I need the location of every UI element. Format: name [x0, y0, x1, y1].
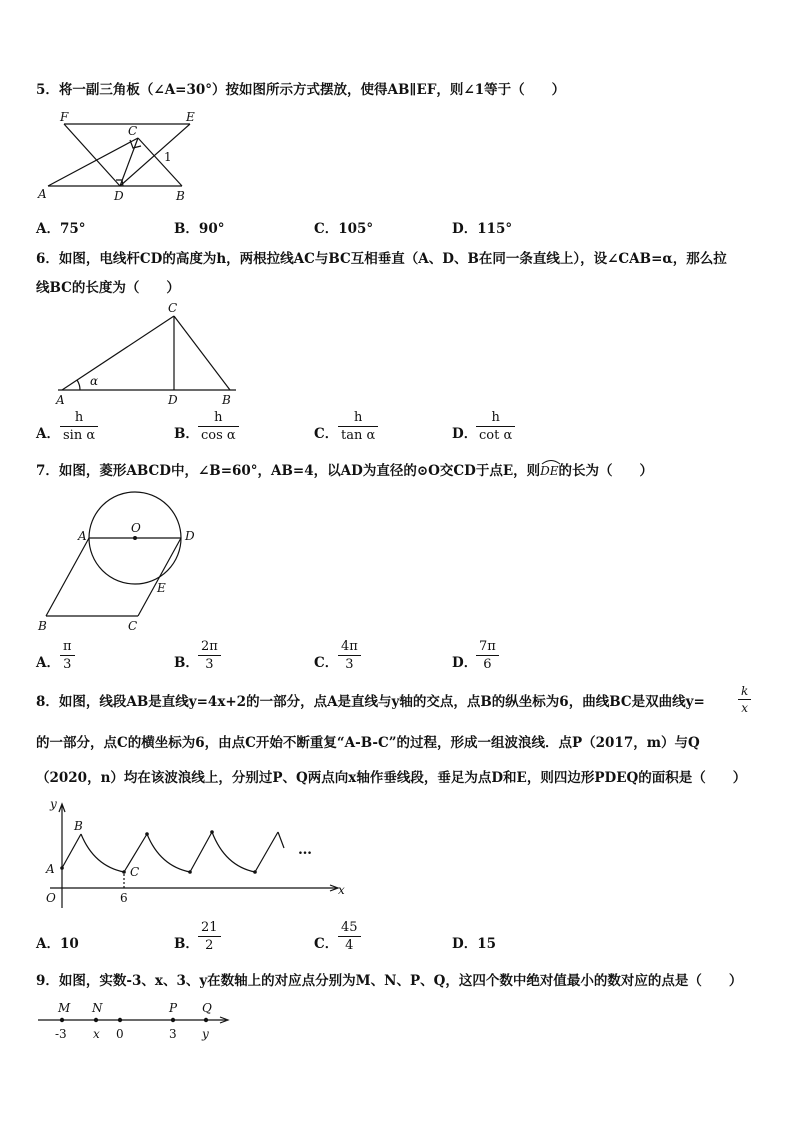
q8-label-B: B — [74, 819, 83, 833]
q8-option-b-letter: B． — [174, 936, 199, 952]
q5-figure — [34, 108, 214, 202]
q8-label-y: y — [50, 797, 57, 811]
q9-label-N: N — [92, 1001, 103, 1015]
q9-number-line — [36, 996, 236, 1044]
q8-figure — [36, 796, 356, 914]
q8-stem-line3: （2020，n）均在该波浪线上，分别过P、Q两点向x轴作垂线段，垂足为点D和E，则四边形PDEQ的面积是（ ） — [36, 770, 747, 786]
q8-label-6: 6 — [120, 891, 128, 905]
q8-option-d: D．15 — [452, 936, 497, 952]
q7-option-b-letter: B． — [174, 655, 199, 671]
q8-option-c-letter: C． — [314, 936, 339, 952]
q7-label-A: A — [78, 529, 87, 543]
q7-label-D: D — [185, 529, 195, 543]
arc-icon — [540, 459, 562, 465]
q8-stem-line1: 8．如图，线段AB是直线y=4x+2的一部分，点A是直线与y轴的交点，点B的纵坐标为6，曲线BC是双曲线y= — [36, 694, 705, 710]
q6-option-b-letter: B． — [174, 426, 199, 442]
q8-label-dots: … — [298, 842, 312, 858]
q7-option-a-fraction: π 3 — [60, 639, 75, 672]
q5-label-1: 1 — [164, 150, 172, 164]
q6-option-a-letter: A． — [36, 426, 60, 442]
q8-option-b-fraction: 21 2 — [198, 920, 221, 953]
q5-stem: 5．将一副三角板（∠A=30°）按如图所示方式摆放，使得AB∥EF，则∠1等于（ ） — [36, 82, 566, 98]
q5-label-C: C — [128, 124, 138, 138]
q7-option-d-letter: D． — [452, 655, 478, 671]
q5-option-c: C．105° — [314, 221, 374, 237]
q9-label-3: 3 — [169, 1027, 177, 1041]
q8-label-x: x — [338, 883, 345, 897]
q6-option-d-letter: D． — [452, 426, 478, 442]
q6-label-alpha: α — [90, 374, 99, 388]
q6-option-a-fraction: h sin α — [60, 410, 98, 443]
q9-label-M: M — [58, 1001, 71, 1015]
q5-label-F: F — [60, 110, 69, 124]
q7-option-a-letter: A． — [36, 655, 60, 671]
q5-label-D: D — [114, 189, 124, 202]
q6-label-A: A — [56, 393, 65, 407]
q6-label-D: D — [168, 393, 178, 407]
q9-label-minus3: -3 — [55, 1027, 67, 1041]
q6-label-B: B — [222, 393, 231, 407]
q6-option-c-fraction: h tan α — [338, 410, 378, 443]
q8-stem-fraction: k x — [738, 684, 751, 715]
q9-stem: 9．如图，实数-3、x、3、y在数轴上的对应点分别为M、N、P、Q，这四个数中绝对值最小的数对应的点是（ ） — [36, 973, 743, 989]
q9-label-x: x — [93, 1027, 100, 1041]
q5-label-A: A — [38, 187, 47, 201]
q5-option-b: B．90° — [174, 221, 225, 237]
q7-option-d-fraction: 7π 6 — [476, 639, 499, 672]
q9-label-Q: Q — [202, 1001, 212, 1015]
q8-label-O: O — [46, 891, 56, 905]
q7-figure — [34, 488, 214, 638]
q8-label-A: A — [46, 862, 55, 876]
q7-arc-de: DE — [540, 461, 558, 481]
q6-stem-line1: 6．如图，电线杆CD的高度为h，两根拉线AC与BC互相垂直（A、D、B在同一条直线上），设∠CAB=α，那么拉 — [36, 251, 727, 267]
q8-stem-line2: 的一部分，点C的横坐标为6，由点C开始不断重复“A-B-C”的过程，形成一组波浪线．点P（2017，m）与Q — [36, 735, 700, 751]
q7-option-c-letter: C． — [314, 655, 339, 671]
q5-option-a: A．75° — [36, 221, 86, 237]
q7-label-C: C — [128, 619, 138, 633]
q6-option-b-fraction: h cos α — [198, 410, 239, 443]
q8-option-c-fraction: 45 4 — [338, 920, 361, 953]
q6-option-c-letter: C． — [314, 426, 339, 442]
q8-option-a: A．10 — [36, 936, 79, 952]
q5-label-B: B — [176, 189, 185, 202]
q8-label-C: C — [130, 865, 140, 879]
q6-figure — [50, 300, 250, 410]
q7-label-E: E — [157, 581, 166, 595]
q9-label-0: 0 — [116, 1027, 124, 1041]
q6-label-C: C — [168, 301, 178, 315]
q6-option-d-fraction: h cot α — [476, 410, 515, 443]
q5-label-E: E — [186, 110, 195, 124]
q7-stem: 7．如图，菱形ABCD中，∠B=60°，AB=4，以AD为直径的⊙O交CD于点E，则 DE的长为（ ） — [36, 461, 653, 481]
q5-option-d: D．115° — [452, 221, 513, 237]
q6-stem-line2: 线BC的长度为（ ） — [36, 280, 180, 296]
q9-label-y: y — [202, 1027, 209, 1041]
q7-option-b-fraction: 2π 3 — [198, 639, 221, 672]
q9-label-P: P — [169, 1001, 178, 1015]
q7-label-B: B — [38, 619, 47, 633]
q7-label-O: O — [131, 521, 141, 535]
q7-option-c-fraction: 4π 3 — [338, 639, 361, 672]
